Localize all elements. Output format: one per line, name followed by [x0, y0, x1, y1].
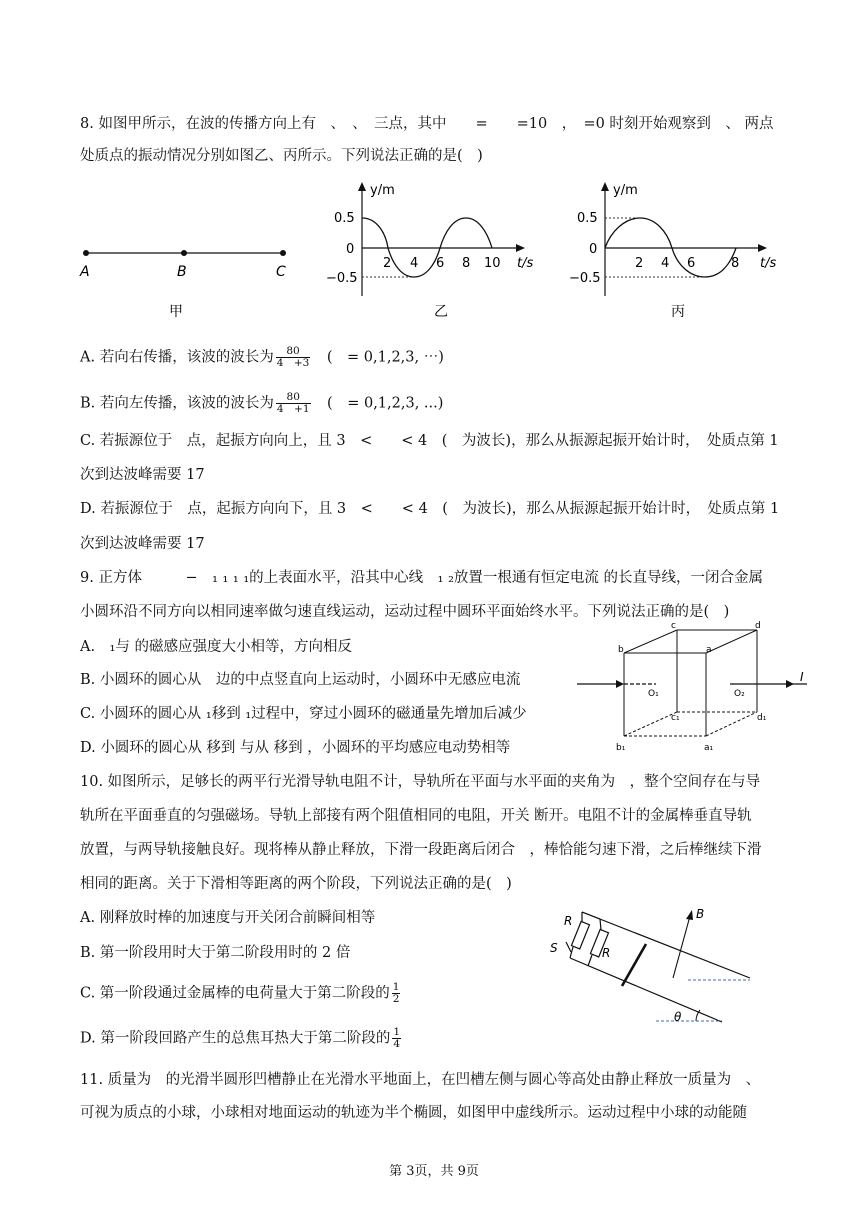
q8-stem-line1: 8. 如图甲所示，在波的传播方向上有 、 、 三点，其中 = =10 ， =0 时刻开始观察到 、 两点: [80, 116, 774, 132]
label-b: B: [177, 264, 187, 280]
bing-ytick-0: 0: [589, 242, 598, 257]
q8-option-d-line1: D. 若振源位于 点，起振方向向下，且 3 < < 4 ( 为波长)，那么从振源起振开始计时， 处质点第 1: [80, 501, 780, 517]
q8-option-a-fraction: [276, 346, 311, 369]
cube-label-c1: c₁: [671, 713, 680, 723]
q11-stem-line2: 可视为质点的小球，小球相对地面运动的轨迹为半个椭圆，如图甲中虚线所示。运动过程中小球的动能随: [80, 1105, 747, 1121]
q8-option-b: [80, 392, 443, 415]
fraction-denominator: 2: [392, 993, 400, 1005]
bing-xtick-8: 8: [731, 256, 740, 271]
q10-option-c-text: C. 第一阶段通过金属棒的电荷量大于第二阶段的: [80, 985, 390, 1002]
q10-stem-line3: 放置，与两导轨接触良好。现将棒从静止释放，下滑一段距离后闭合 ，棒恰能匀速下滑，之后棒继续下滑: [80, 842, 762, 858]
q8-option-d-line2: 次到达波峰需要 17: [80, 536, 205, 552]
yi-ytick-0: 0: [346, 242, 355, 257]
bing-xlabel: t/s: [760, 256, 777, 271]
rail-label-r2: R: [602, 946, 611, 960]
q8-option-b-fraction: [276, 392, 311, 415]
q10-option-d-text: D. 第一阶段回路产生的总焦耳热大于第二阶段的: [80, 1030, 391, 1047]
q10-option-c-fraction: [392, 982, 401, 1005]
q9-option-c: C. 小圆环的圆心从 ₁移到 ₁过程中，穿过小圆环的磁通量先增加后减少: [80, 706, 527, 722]
fraction-numerator: 1: [393, 1026, 401, 1038]
q10-option-d-fraction: [392, 1027, 401, 1050]
cube-label-d: d: [755, 621, 761, 631]
q11-stem-line1: 11. 质量为 的光滑半圆形凹槽静止在光滑水平地面上，在凹槽左侧与圆心等高处由静止释放一质量为 、: [80, 1072, 761, 1088]
figure-jia: [79, 250, 286, 320]
q8-stem-line2: 处质点的振动情况分别如图乙、丙所示。下列说法正确的是( ): [80, 148, 483, 164]
fraction-numerator: 80: [276, 346, 311, 358]
q9-option-d: D. 小圆环的圆心从 移到 与从 移到 ，小圆环的平均感应电动势相等: [80, 740, 511, 756]
yi-xtick-4: 4: [410, 256, 419, 271]
page-footer: 第 3页，共 9页: [389, 1164, 479, 1179]
figure-bing: [569, 182, 776, 320]
rail-label-r1: R: [564, 914, 573, 928]
cube-label-o2: O₂: [734, 689, 745, 699]
bing-ytick-0.5: 0.5: [577, 211, 598, 226]
fraction-numerator: 80: [276, 392, 311, 404]
figure-yi: [326, 182, 533, 320]
q9-cube-figure: [572, 620, 812, 760]
q10-option-b: B. 第一阶段用时大于第二阶段用时的 2 倍: [80, 945, 351, 961]
yi-xlabel: t/s: [517, 256, 534, 271]
rail-label-b: B: [696, 907, 705, 921]
q10-rail-figure: [540, 900, 780, 1030]
cube-label-c: c: [671, 621, 676, 631]
q9-option-a: A. ₁与 的磁感应强度大小相等，方向相反: [80, 639, 353, 655]
q8-option-c-line1: C. 若振源位于 点，起振方向向上，且 3 < < 4 ( 为波长)，那么从振源起振开始计时， 处质点第 1: [80, 433, 779, 449]
rail-label-theta: θ: [674, 1010, 682, 1024]
caption-jia: 甲: [169, 304, 183, 320]
cube-label-o1: O₁: [648, 689, 659, 699]
cube-label-d1: d₁: [757, 713, 767, 723]
bing-xtick-6: 6: [687, 256, 696, 271]
cube-label-a: a: [706, 645, 712, 655]
fraction-denominator: 4: [393, 1038, 401, 1050]
point-a: [83, 250, 89, 256]
bing-xtick-2: 2: [635, 256, 644, 271]
q10-option-c: [80, 982, 402, 1005]
q8-option-a-text: A. 若向右传播，该波的波长为: [80, 349, 274, 366]
q10-stem-line2: 轨所在平面垂直的匀强磁场。导轨上部接有两个阻值相同的电阻，开关 断开。电阻不计的金属棒垂直导轨: [80, 808, 752, 824]
q10-option-d: [80, 1027, 403, 1050]
q10-stem-line1: 10. 如图所示，足够长的两平行光滑导轨电阻不计，导轨所在平面与水平面的夹角为 ，整个空间存在与导: [80, 774, 761, 790]
bing-xtick-4: 4: [661, 256, 670, 271]
cube-label-b1: b₁: [616, 743, 626, 753]
yi-ytick-0.5: 0.5: [334, 211, 355, 226]
yi-xtick-6: 6: [436, 256, 445, 271]
cube-label-b: b: [618, 645, 624, 655]
point-b: [181, 250, 187, 256]
q8-figures: [0, 170, 868, 360]
q9-option-b: B. 小圆环的圆心从 边的中点竖直向上运动时，小圆环中无感应电流: [80, 672, 521, 688]
q8-option-a-range: ( = 0,1,2,3, ⋯): [312, 349, 444, 366]
yi-xtick-8: 8: [462, 256, 471, 271]
yi-xtick-10: 10: [484, 256, 501, 271]
caption-yi: 乙: [434, 304, 448, 320]
yi-xtick-2: 2: [383, 256, 392, 271]
fraction-denominator: 4 +1: [276, 403, 310, 415]
rail-label-s: S: [550, 941, 558, 955]
bing-ytick-neg0.5: −0.5: [569, 271, 601, 286]
fraction-denominator: 4 +3: [276, 357, 310, 369]
q9-stem-line1: 9. 正方体 − ₁ ₁ ₁ ₁的上表面水平，沿其中心线 ₁ ₂放置一根通有恒定电流 的长直导线，一闭合金属: [80, 570, 764, 586]
q8-option-b-range: ( = 0,1,2,3, ...): [312, 395, 444, 412]
caption-bing: 丙: [671, 304, 685, 320]
yi-ytick-neg0.5: −0.5: [326, 271, 358, 286]
q8-option-a: [80, 346, 444, 369]
fraction-numerator: 1: [392, 981, 400, 993]
q10-option-a: A. 刚释放时棒的加速度与开关闭合前瞬间相等: [80, 910, 376, 926]
q10-stem-line4: 相同的距离。关于下滑相等距离的两个阶段，下列说法正确的是( ): [80, 876, 512, 892]
cube-label-i: I: [800, 670, 804, 684]
label-a: A: [80, 264, 90, 280]
cube-label-a1: a₁: [704, 743, 714, 753]
bing-ylabel: y/m: [613, 183, 638, 198]
q8-option-c-line2: 次到达波峰需要 17: [80, 467, 205, 483]
point-c: [280, 250, 286, 256]
yi-ylabel: y/m: [370, 183, 395, 198]
q9-stem-line2: 小圆环沿不同方向以相同速率做匀速直线运动，运动过程中圆环平面始终水平。下列说法正确的是( ): [80, 604, 730, 620]
label-c: C: [276, 264, 286, 280]
q8-option-b-text: B. 若向左传播，该波的波长为: [80, 395, 274, 412]
